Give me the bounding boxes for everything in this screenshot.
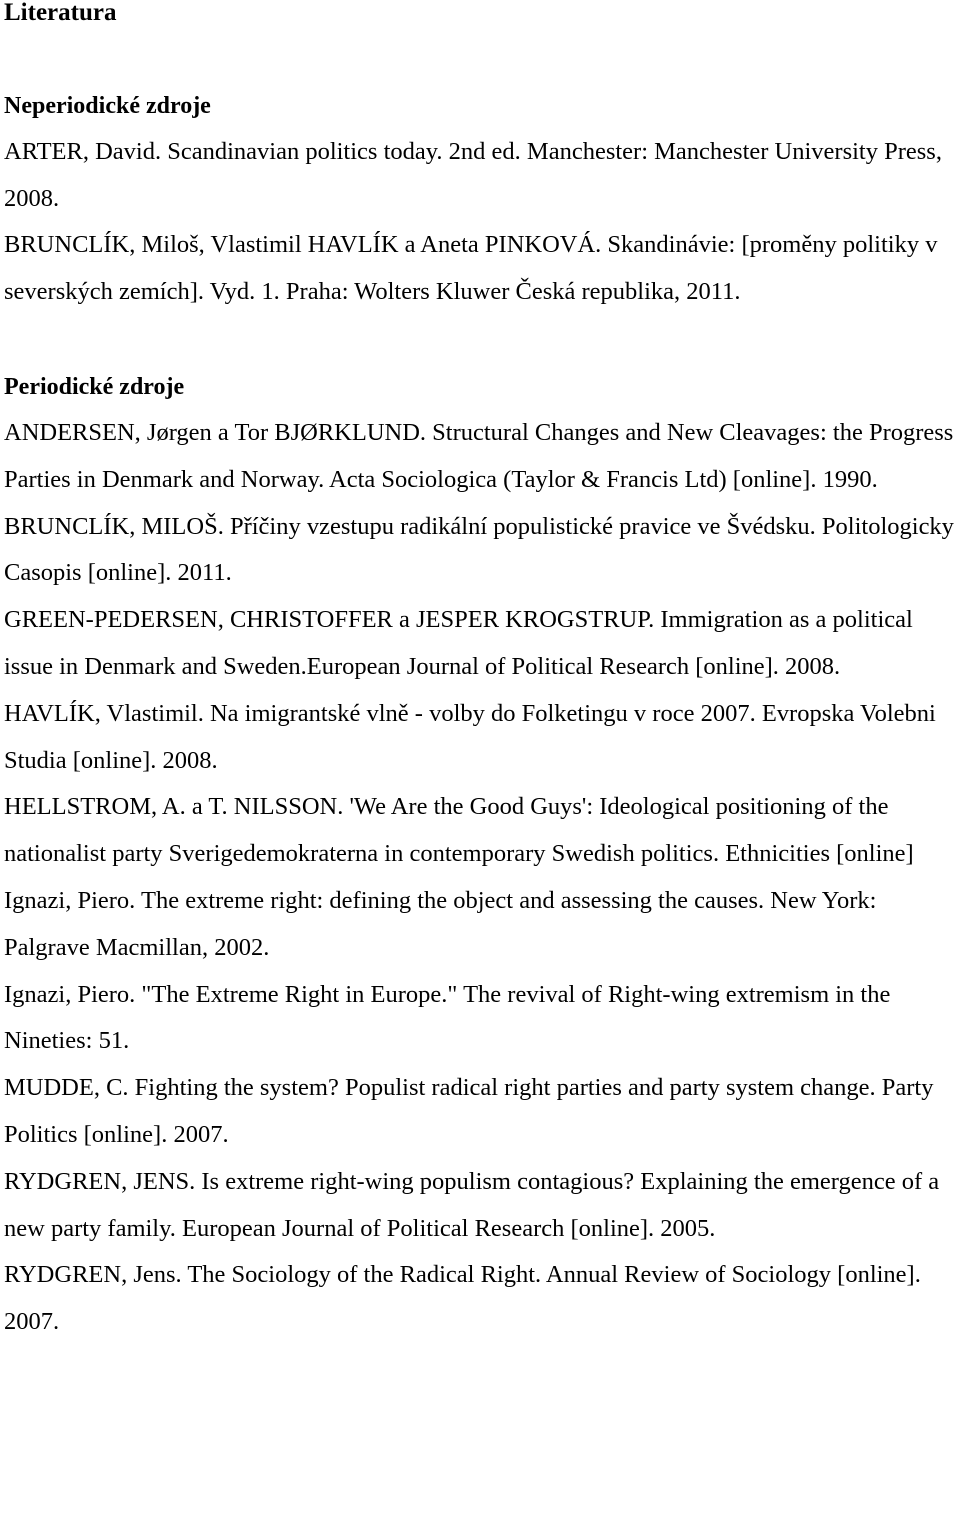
reference-entry: Ignazi, Piero. The extreme right: defining the object and assessing the causes. New York: Palgrave Macmillan, 2002. — [4, 886, 877, 961]
reference-entry: MUDDE, C. Fighting the system? Populist radical right parties and party system change. Party Politics [online]. 2007. — [4, 1074, 934, 1148]
reference-entry: ARTER, David. Scandinavian politics today. 2nd ed. Manchester: Manchester University Press, 2008. — [4, 138, 942, 212]
reference-entry: BRUNCLÍK, MILOŠ. Příčiny vzestupu radikální populistické pravice ve Švédsku. Politologicky Casopis [online]. 2011. — [4, 512, 954, 587]
reference-entry: GREEN-PEDERSEN, CHRISTOFFER a JESPER KROGSTRUP. Immigration as a political issue in Denmark and Sweden.European Journal of Political Research [online]. 2008. — [4, 606, 913, 680]
periodic-sources-list — [4, 410, 956, 1346]
reference-entry: HELLSTROM, A. a T. NILSSON. 'We Are the Good Guys': Ideological positioning of the nationalist party Sverigedemokraterna in contemporary Swedish politics. Ethnicities [online] — [4, 793, 914, 868]
nonperiodic-sources-list — [4, 129, 956, 315]
reference-entry: RYDGREN, Jens. The Sociology of the Radical Right. Annual Review of Sociology [online]. 2007. — [4, 1261, 921, 1336]
reference-entry: ANDERSEN, Jørgen a Tor BJØRKLUND. Structural Changes and New Cleavages: the Progress Parties in Denmark and Norway. Acta Sociologica (Taylor & Francis Ltd) [online]. 1990. — [4, 419, 954, 493]
reference-entry: Ignazi, Piero. "The Extreme Right in Europe." The revival of Right-wing extremism in the Nineties: 51. — [4, 980, 891, 1055]
reference-entry: HAVLÍK, Vlastimil. Na imigrantské vlně - volby do Folketingu v roce 2007. Evropska Volebni Studia [online]. 2008. — [4, 699, 936, 774]
reference-entry: RYDGREN, JENS. Is extreme right-wing populism contagious? Explaining the emergence of a new party family. European Journal of Political Research [online]. 2005. — [4, 1167, 940, 1242]
reference-entry: BRUNCLÍK, Miloš, Vlastimil HAVLÍK a Aneta PINKOVÁ. Skandinávie: [proměny politiky v severských zemích]. Vyd. 1. Praha: Wolters Kluwer Česká republika, 2011. — [4, 231, 938, 305]
section-heading-nonperiodic: Neperiodické zdroje — [4, 93, 211, 119]
section-heading-periodic: Periodické zdroje — [4, 374, 185, 400]
page-title: Literatura — [4, 0, 117, 26]
